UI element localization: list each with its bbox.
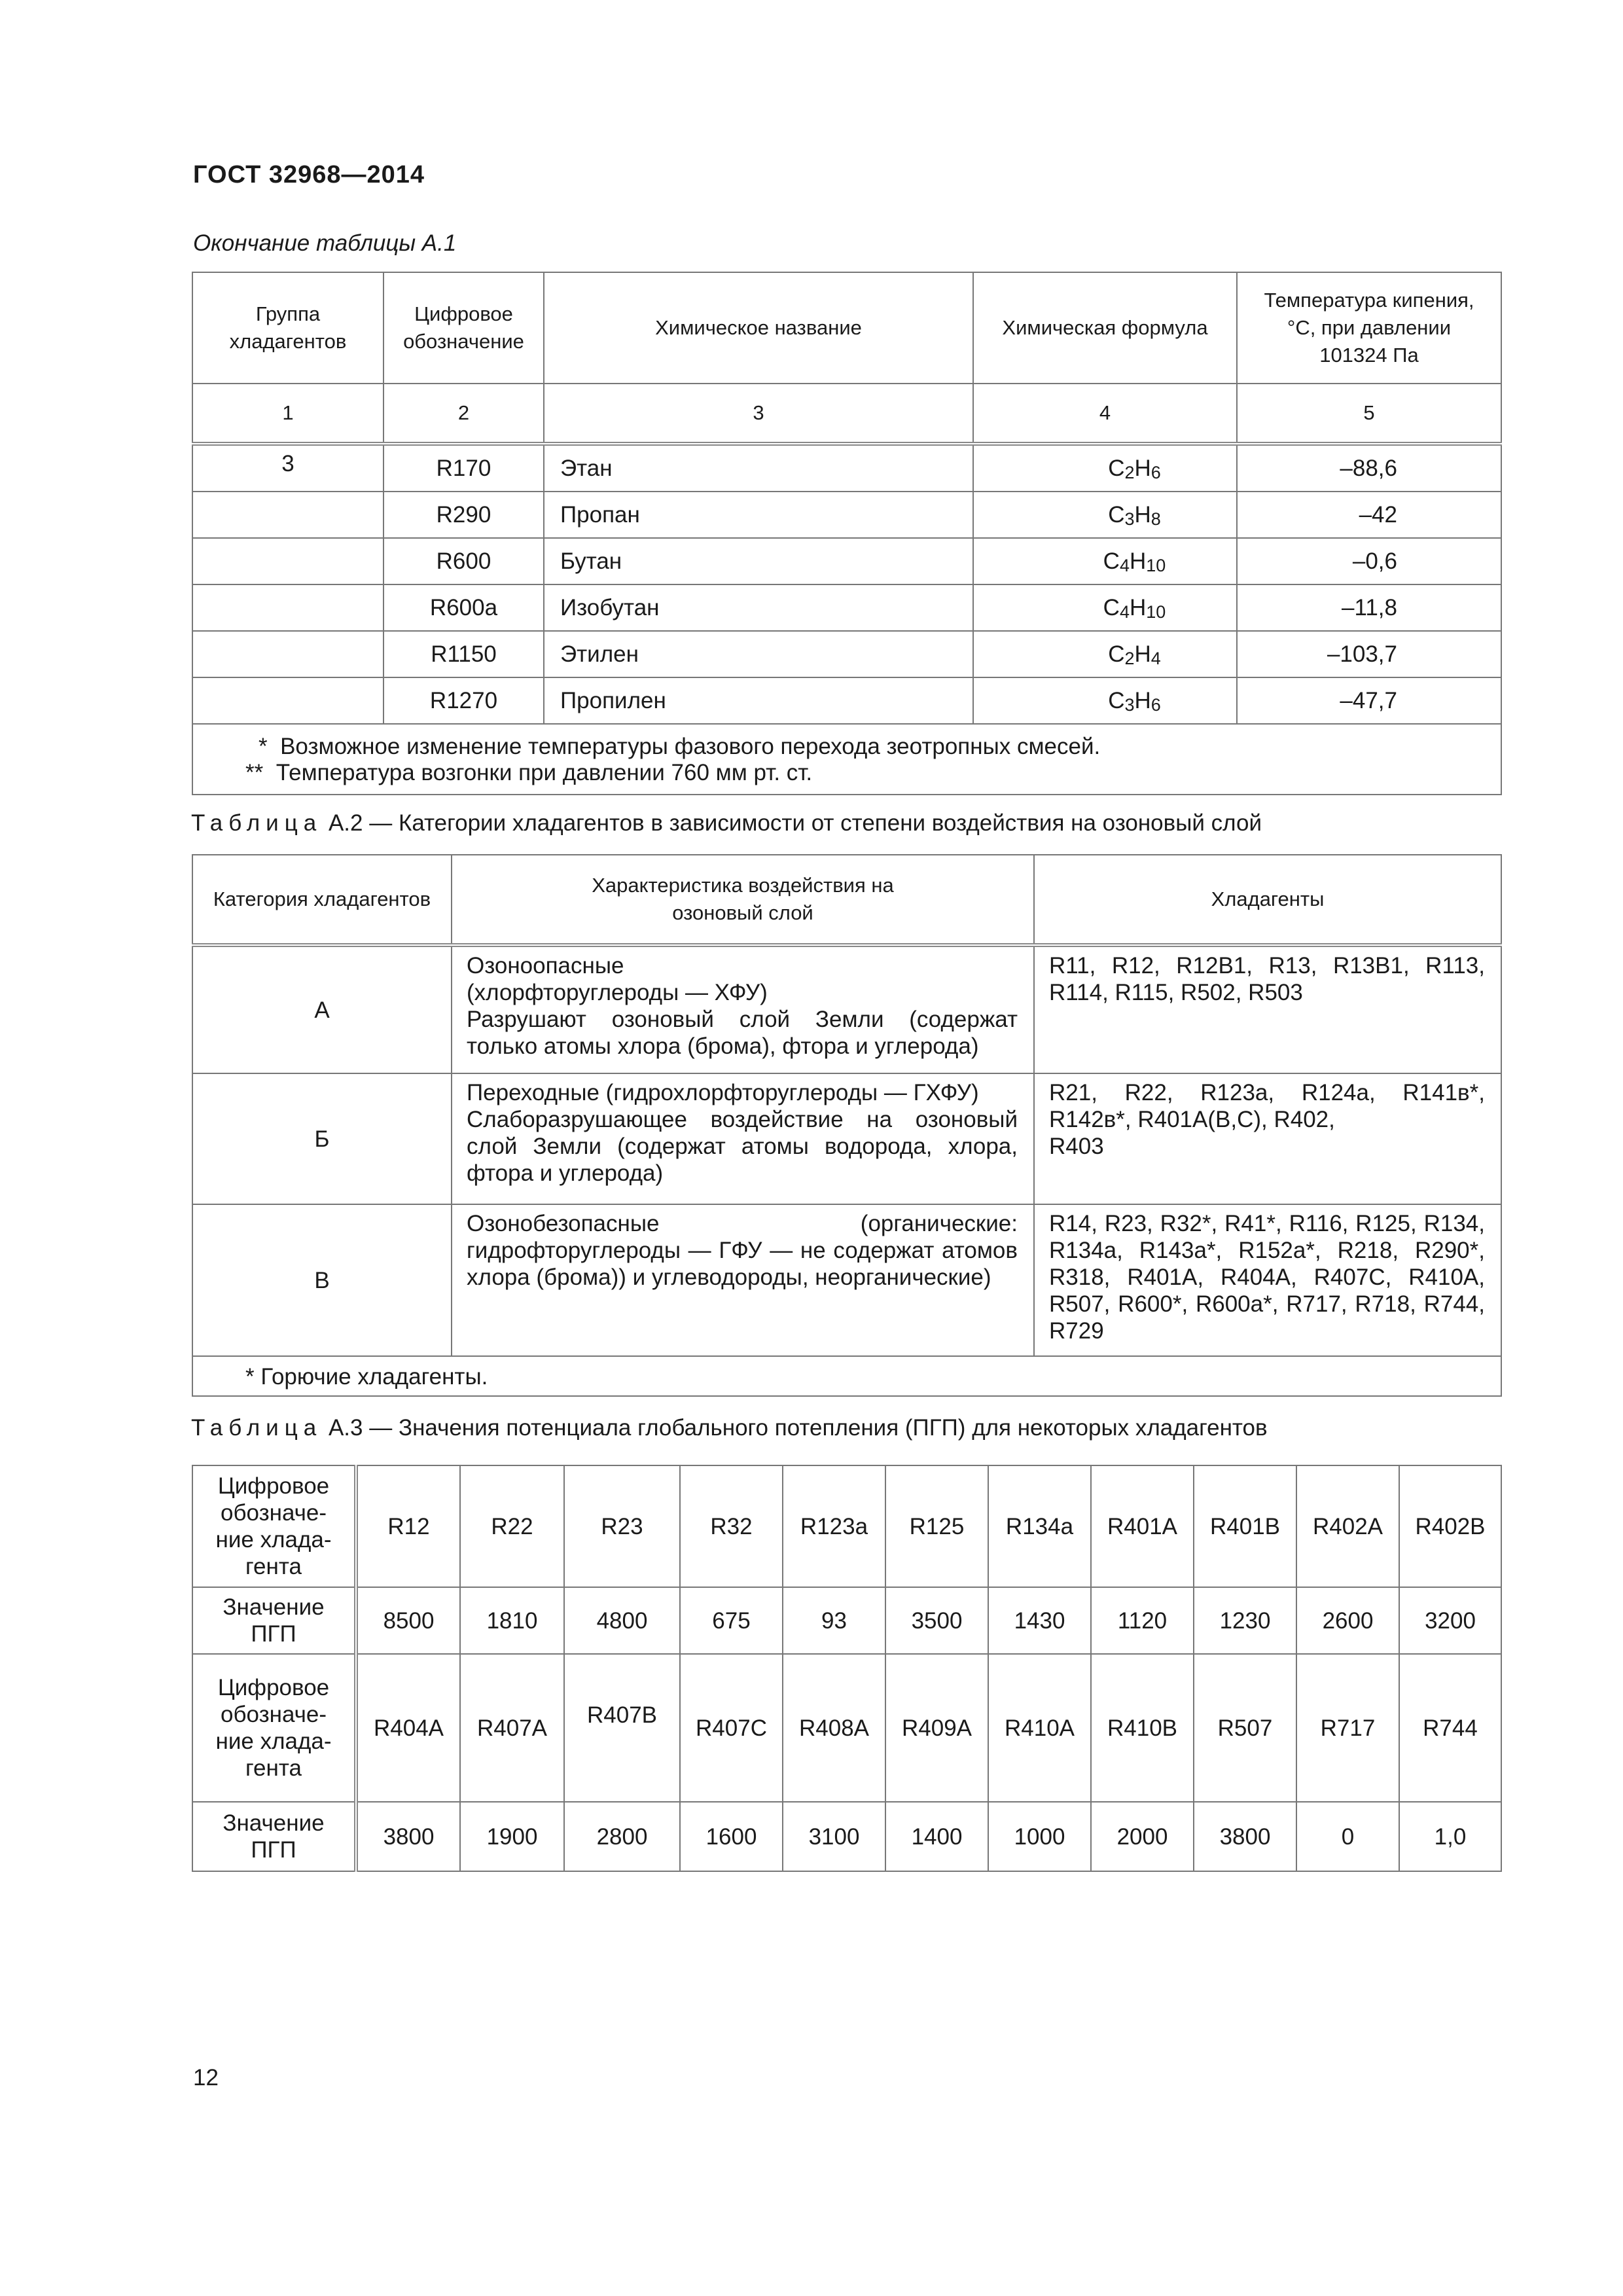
- page-number: 12: [193, 2065, 219, 2090]
- boiling-temp-cell: –42: [1237, 492, 1501, 538]
- boiling-temp-cell: –11,8: [1237, 584, 1501, 631]
- row-header-code: Цифровое обозначе-ние хлада-гента: [192, 1654, 356, 1802]
- table-a2: [192, 854, 1502, 1397]
- table-row: [192, 1073, 1501, 1204]
- gwp-value-cell: 1400: [885, 1802, 988, 1871]
- gwp-value-cell: 1000: [988, 1802, 1091, 1871]
- col-header-boiling-temp: Температура кипения, °С, при давлении 101324 Па: [1237, 272, 1501, 384]
- refrigerants-cell: R21, R22, R123a, R124a, R141в*, R142в*, R401A(B,C), R402, R403: [1034, 1073, 1501, 1204]
- group-cell: [192, 631, 383, 677]
- chemical-name-cell: Бутан: [544, 538, 973, 584]
- table-a3: [192, 1465, 1502, 1872]
- refrigerant-code-cell: R410B: [1091, 1654, 1194, 1802]
- chemical-name-cell: Изобутан: [544, 584, 973, 631]
- gwp-value-cell: 1230: [1194, 1587, 1296, 1654]
- gwp-value-cell: 1120: [1091, 1587, 1194, 1654]
- chemical-name-cell: Пропан: [544, 492, 973, 538]
- code-cell: R1270: [383, 677, 544, 724]
- table-row: [192, 677, 1501, 724]
- refrigerant-code-cell: R401A: [1091, 1465, 1194, 1587]
- gwp-value-cell: 1600: [680, 1802, 783, 1871]
- refrigerant-code-cell: R125: [885, 1465, 988, 1587]
- table-row: [192, 1802, 1501, 1871]
- table-row: [192, 1587, 1501, 1654]
- code-cell: R290: [383, 492, 544, 538]
- group-cell: 3: [192, 444, 383, 492]
- refrigerant-code-cell: R408A: [783, 1654, 885, 1802]
- col-header-code: Цифровое обозначение: [383, 272, 544, 384]
- col-header-name: Химическое название: [544, 272, 973, 384]
- boiling-temp-cell: –0,6: [1237, 538, 1501, 584]
- refrigerant-code-cell: R123a: [783, 1465, 885, 1587]
- table-row: [192, 584, 1501, 631]
- note-sublimation: ** Температура возгонки при давлении 760 мм рт. ст.: [245, 760, 813, 785]
- group-cell: [192, 492, 383, 538]
- ozone-effect-cell: Озоноопасные (хлорфторуглероды — ХФУ) Разрушают озоновый слой Земли (содержат только атомы хлора (брома), фтора и углерода): [452, 945, 1034, 1073]
- code-cell: R600a: [383, 584, 544, 631]
- gwp-value-cell: 1810: [460, 1587, 564, 1654]
- refrigerant-code-cell: R402A: [1296, 1465, 1399, 1587]
- formula-cell: $C_3H_6$: [973, 677, 1237, 724]
- table-a2-note: * Горючие хладагенты.: [192, 1356, 1501, 1396]
- refrigerant-code-cell: R744: [1399, 1654, 1501, 1802]
- formula-cell: $C_4H_{10}$: [973, 584, 1237, 631]
- gwp-value-cell: 2600: [1296, 1587, 1399, 1654]
- formula-cell: $C_2H_6$: [973, 444, 1237, 492]
- refrigerant-code-cell: R407B: [564, 1654, 680, 1802]
- chemical-name-cell: Пропилен: [544, 677, 973, 724]
- gwp-value-cell: 1430: [988, 1587, 1091, 1654]
- gwp-value-cell: 1900: [460, 1802, 564, 1871]
- ozone-effect-cell: Переходные (гидрохлорфторуглероды — ГХФУ) Слаборазрушающее воздействие на озоновый слой Земли (содержат атомы водорода, хлора, фтора и углерода): [452, 1073, 1034, 1204]
- boiling-temp-cell: –88,6: [1237, 444, 1501, 492]
- code-cell: R170: [383, 444, 544, 492]
- row-header-gwp: Значение ПГП: [192, 1802, 356, 1871]
- table-row: [192, 492, 1501, 538]
- table-a1-caption: Окончание таблицы А.1: [193, 230, 457, 256]
- gwp-value-cell: 3800: [1194, 1802, 1296, 1871]
- table-row: [192, 1654, 1501, 1802]
- gwp-value-cell: 3500: [885, 1587, 988, 1654]
- col-number: 3: [544, 384, 973, 444]
- category-cell: В: [192, 1204, 452, 1356]
- refrigerant-code-cell: R134a: [988, 1465, 1091, 1587]
- ozone-effect-cell: Озонобезопасные (органические: гидрофторуглероды — ГФУ — не содержат атомов хлора (брома)) и углеводороды, неорганические): [452, 1204, 1034, 1356]
- col-header-formula: Химическая формула: [973, 272, 1237, 384]
- gwp-value-cell: 93: [783, 1587, 885, 1654]
- note-zeotropic: * Возможное изменение температуры фазового перехода зеотропных смесей.: [259, 734, 1101, 759]
- col-header-ozone-effect: Характеристика воздействия на озоновый слой: [452, 855, 1034, 945]
- refrigerant-code-cell: R407A: [460, 1654, 564, 1802]
- col-header-category: Категория хладагентов: [192, 855, 452, 945]
- category-cell: Б: [192, 1073, 452, 1204]
- gwp-value-cell: 3100: [783, 1802, 885, 1871]
- col-number: 5: [1237, 384, 1501, 444]
- table-row: [192, 1465, 1501, 1587]
- col-number: 4: [973, 384, 1237, 444]
- gwp-value-cell: 3200: [1399, 1587, 1501, 1654]
- code-cell: R1150: [383, 631, 544, 677]
- table-a1: [192, 272, 1502, 795]
- refrigerant-code-cell: R401B: [1194, 1465, 1296, 1587]
- refrigerant-code-cell: R32: [680, 1465, 783, 1587]
- col-number: 2: [383, 384, 544, 444]
- gwp-value-cell: 4800: [564, 1587, 680, 1654]
- table-row: [192, 444, 1501, 492]
- table-row: [192, 538, 1501, 584]
- formula-cell: $C_3H_8$: [973, 492, 1237, 538]
- boiling-temp-cell: –103,7: [1237, 631, 1501, 677]
- row-header-gwp: Значение ПГП: [192, 1587, 356, 1654]
- table-a1-notes: [192, 724, 1501, 795]
- formula-cell: $C_4H_{10}$: [973, 538, 1237, 584]
- gwp-value-cell: 2800: [564, 1802, 680, 1871]
- table-row: [192, 945, 1501, 1073]
- row-header-code: Цифровое обозначе-ние хлада-гента: [192, 1465, 356, 1587]
- document-header: ГОСТ 32968—2014: [193, 161, 425, 188]
- gwp-value-cell: 3800: [356, 1802, 460, 1871]
- chemical-name-cell: Этилен: [544, 631, 973, 677]
- refrigerant-code-cell: R507: [1194, 1654, 1296, 1802]
- chemical-name-cell: Этан: [544, 444, 973, 492]
- category-cell: А: [192, 945, 452, 1073]
- refrigerant-code-cell: R409A: [885, 1654, 988, 1802]
- table-row: [192, 1204, 1501, 1356]
- gwp-value-cell: 2000: [1091, 1802, 1194, 1871]
- refrigerants-cell: R14, R23, R32*, R41*, R116, R125, R134, R134a, R143a*, R152a*, R218, R290*, R318, R401A, R404A, R407C, R410A, R507, R600*, R600a*, R717, R718, R744, R729: [1034, 1204, 1501, 1356]
- gwp-value-cell: 8500: [356, 1587, 460, 1654]
- refrigerant-code-cell: R402B: [1399, 1465, 1501, 1587]
- group-cell: [192, 677, 383, 724]
- group-cell: [192, 538, 383, 584]
- refrigerant-code-cell: R22: [460, 1465, 564, 1587]
- refrigerant-code-cell: R404A: [356, 1654, 460, 1802]
- refrigerants-cell: R11, R12, R12B1, R13, R13B1, R113, R114, R115, R502, R503: [1034, 945, 1501, 1073]
- code-cell: R600: [383, 538, 544, 584]
- col-header-group: Группа хладагентов: [192, 272, 383, 384]
- gwp-value-cell: 675: [680, 1587, 783, 1654]
- refrigerant-code-cell: R407C: [680, 1654, 783, 1802]
- table-row: [192, 631, 1501, 677]
- refrigerant-code-cell: R12: [356, 1465, 460, 1587]
- gwp-value-cell: 0: [1296, 1802, 1399, 1871]
- col-header-refrigerants: Хладагенты: [1034, 855, 1501, 945]
- group-cell: [192, 584, 383, 631]
- refrigerant-code-cell: R717: [1296, 1654, 1399, 1802]
- refrigerant-code-cell: R23: [564, 1465, 680, 1587]
- gwp-value-cell: 1,0: [1399, 1802, 1501, 1871]
- table-a3-caption: Таблица А.3 — Значения потенциала глобального потепления (ПГП) для некоторых хладагентов: [191, 1415, 1268, 1441]
- formula-cell: $C_2H_4$: [973, 631, 1237, 677]
- refrigerant-code-cell: R410A: [988, 1654, 1091, 1802]
- boiling-temp-cell: –47,7: [1237, 677, 1501, 724]
- col-number: 1: [192, 384, 383, 444]
- table-a2-caption: Таблица А.2 — Категории хладагентов в зависимости от степени воздействия на озоновый слой: [191, 810, 1262, 836]
